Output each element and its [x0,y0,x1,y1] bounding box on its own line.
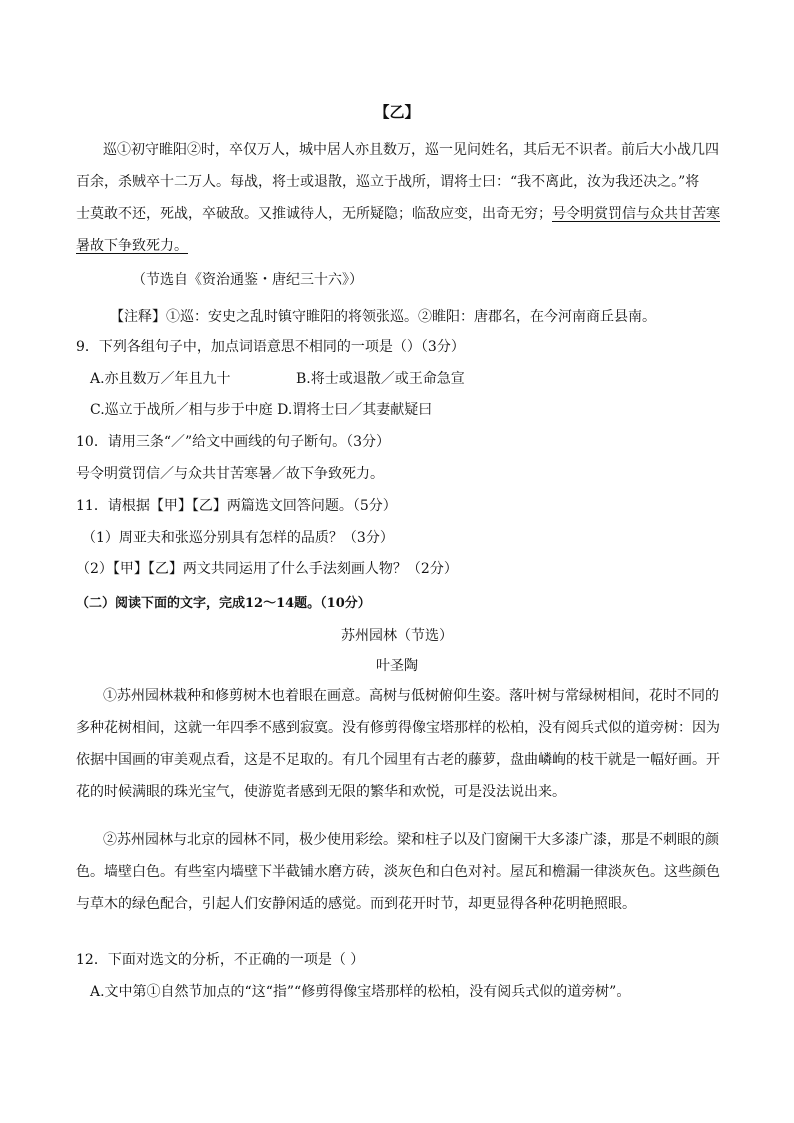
question-11-sub-2: （2）【甲】【乙】两文共同运用了什么手法刻画人物？（2分） [76,561,458,577]
article-title: 苏州园林（节选） [341,628,453,644]
underlined-sentence-part-1: 号令明赏罚信与众共甘苦寒 [552,206,720,222]
article-author: 叶圣陶 [376,658,418,674]
question-9-options-c-d: C.巡立于战所／相与步于中庭 D.谓将士曰／其妻献疑曰 [90,402,433,418]
paragraph-1-line-2: 多种花树相间，这就一年四季不感到寂寞。没有修剪得像宝塔那样的松柏，没有阅兵式似的道旁树：因为 [76,720,720,736]
passage-line-2: 百余，杀贼卒十二万人。每战，将士或退散，巡立于战所，谓将士曰：“我不离此，汝为我还决之。”将 [76,174,700,190]
question-11-stem: 11．请根据【甲】【乙】两篇选文回答问题。（5分） [76,498,397,514]
question-10-stem: 10．请用三条“／”给文中画线的句子断句。（3分） [76,434,391,450]
section-2-heading: （二）阅读下面的文字，完成12～14题。（10分） [76,596,371,611]
passage-line-3-text: 士莫敢不还，死战，卒破敌。又推诚待人，无所疑隐；临敌应变，出奇无穷； [76,206,552,222]
paragraph-2-line-2: 色。墙壁白色。有些室内墙壁下半截铺水磨方砖，淡灰色和白色对衬。屋瓦和檐漏一律淡灰色。这些颜色 [76,864,720,880]
passage-notes: 【注释】①巡：安史之乱时镇守睢阳的将领张巡。②睢阳：唐郡名，在今河南商丘县南。 [110,309,656,325]
passage-heading: 【乙】 [374,103,420,121]
paragraph-1-line-1: ①苏州园林栽种和修剪树木也着眼在画意。高树与低树俯仰生姿。落叶树与常绿树相间，花时不同的 [103,688,719,704]
question-10-answer: 号令明赏罚信／与众共甘苦寒暑／故下争致死力。 [76,466,384,482]
underlined-sentence-part-2: 暑故下争致死力。 [76,238,188,254]
paragraph-2-line-3: 与草木的绿色配合，引起人们安静闲适的感觉。而到花开时节，却更显得各种花明艳照眼。 [76,896,636,912]
paragraph-1-line-3: 依据中国画的审美观点看，这是不足取的。有几个园里有古老的藤萝，盘曲嶙峋的枝干就是一幅好画。开 [76,752,720,768]
passage-line-1: 巡①初守睢阳②时，卒仅万人，城中居人亦且数万，巡一见问姓名，其后无不识者。前后大小战几四 [103,142,719,158]
question-9-option-a: A.亦且数万／年且九十 [90,371,231,387]
question-9-option-b: B.将士或退散／或王命急宣 [296,371,465,387]
question-11-sub-1: （1）周亚夫和张巡分别具有怎样的品质？（3分） [82,530,394,546]
question-12-stem: 12．下面对选文的分析，不正确的一项是（ ） [76,952,365,968]
paragraph-2-line-1: ②苏州园林与北京的园林不同，极少使用彩绘。梁和柱子以及门窗阑干大多漆广漆，那是不刺眼的颜 [103,832,719,848]
question-9-stem: 9．下列各组句子中，加点词语意思不相同的一项是（）（3分） [76,339,465,355]
passage-source: （节选自《资治通鉴・唐纪三十六》） [132,272,363,288]
paragraph-1-line-4: 花的时候满眼的珠光宝气，使游览者感到无限的繁华和欢悦，可是没法说出来。 [76,784,566,800]
passage-line-3 [76,204,720,224]
question-12-option-a: A.文中第①自然节加点的“这“指”“修剪得像宝塔那样的松柏，没有阅兵式似的道旁树”。 [90,984,631,1000]
